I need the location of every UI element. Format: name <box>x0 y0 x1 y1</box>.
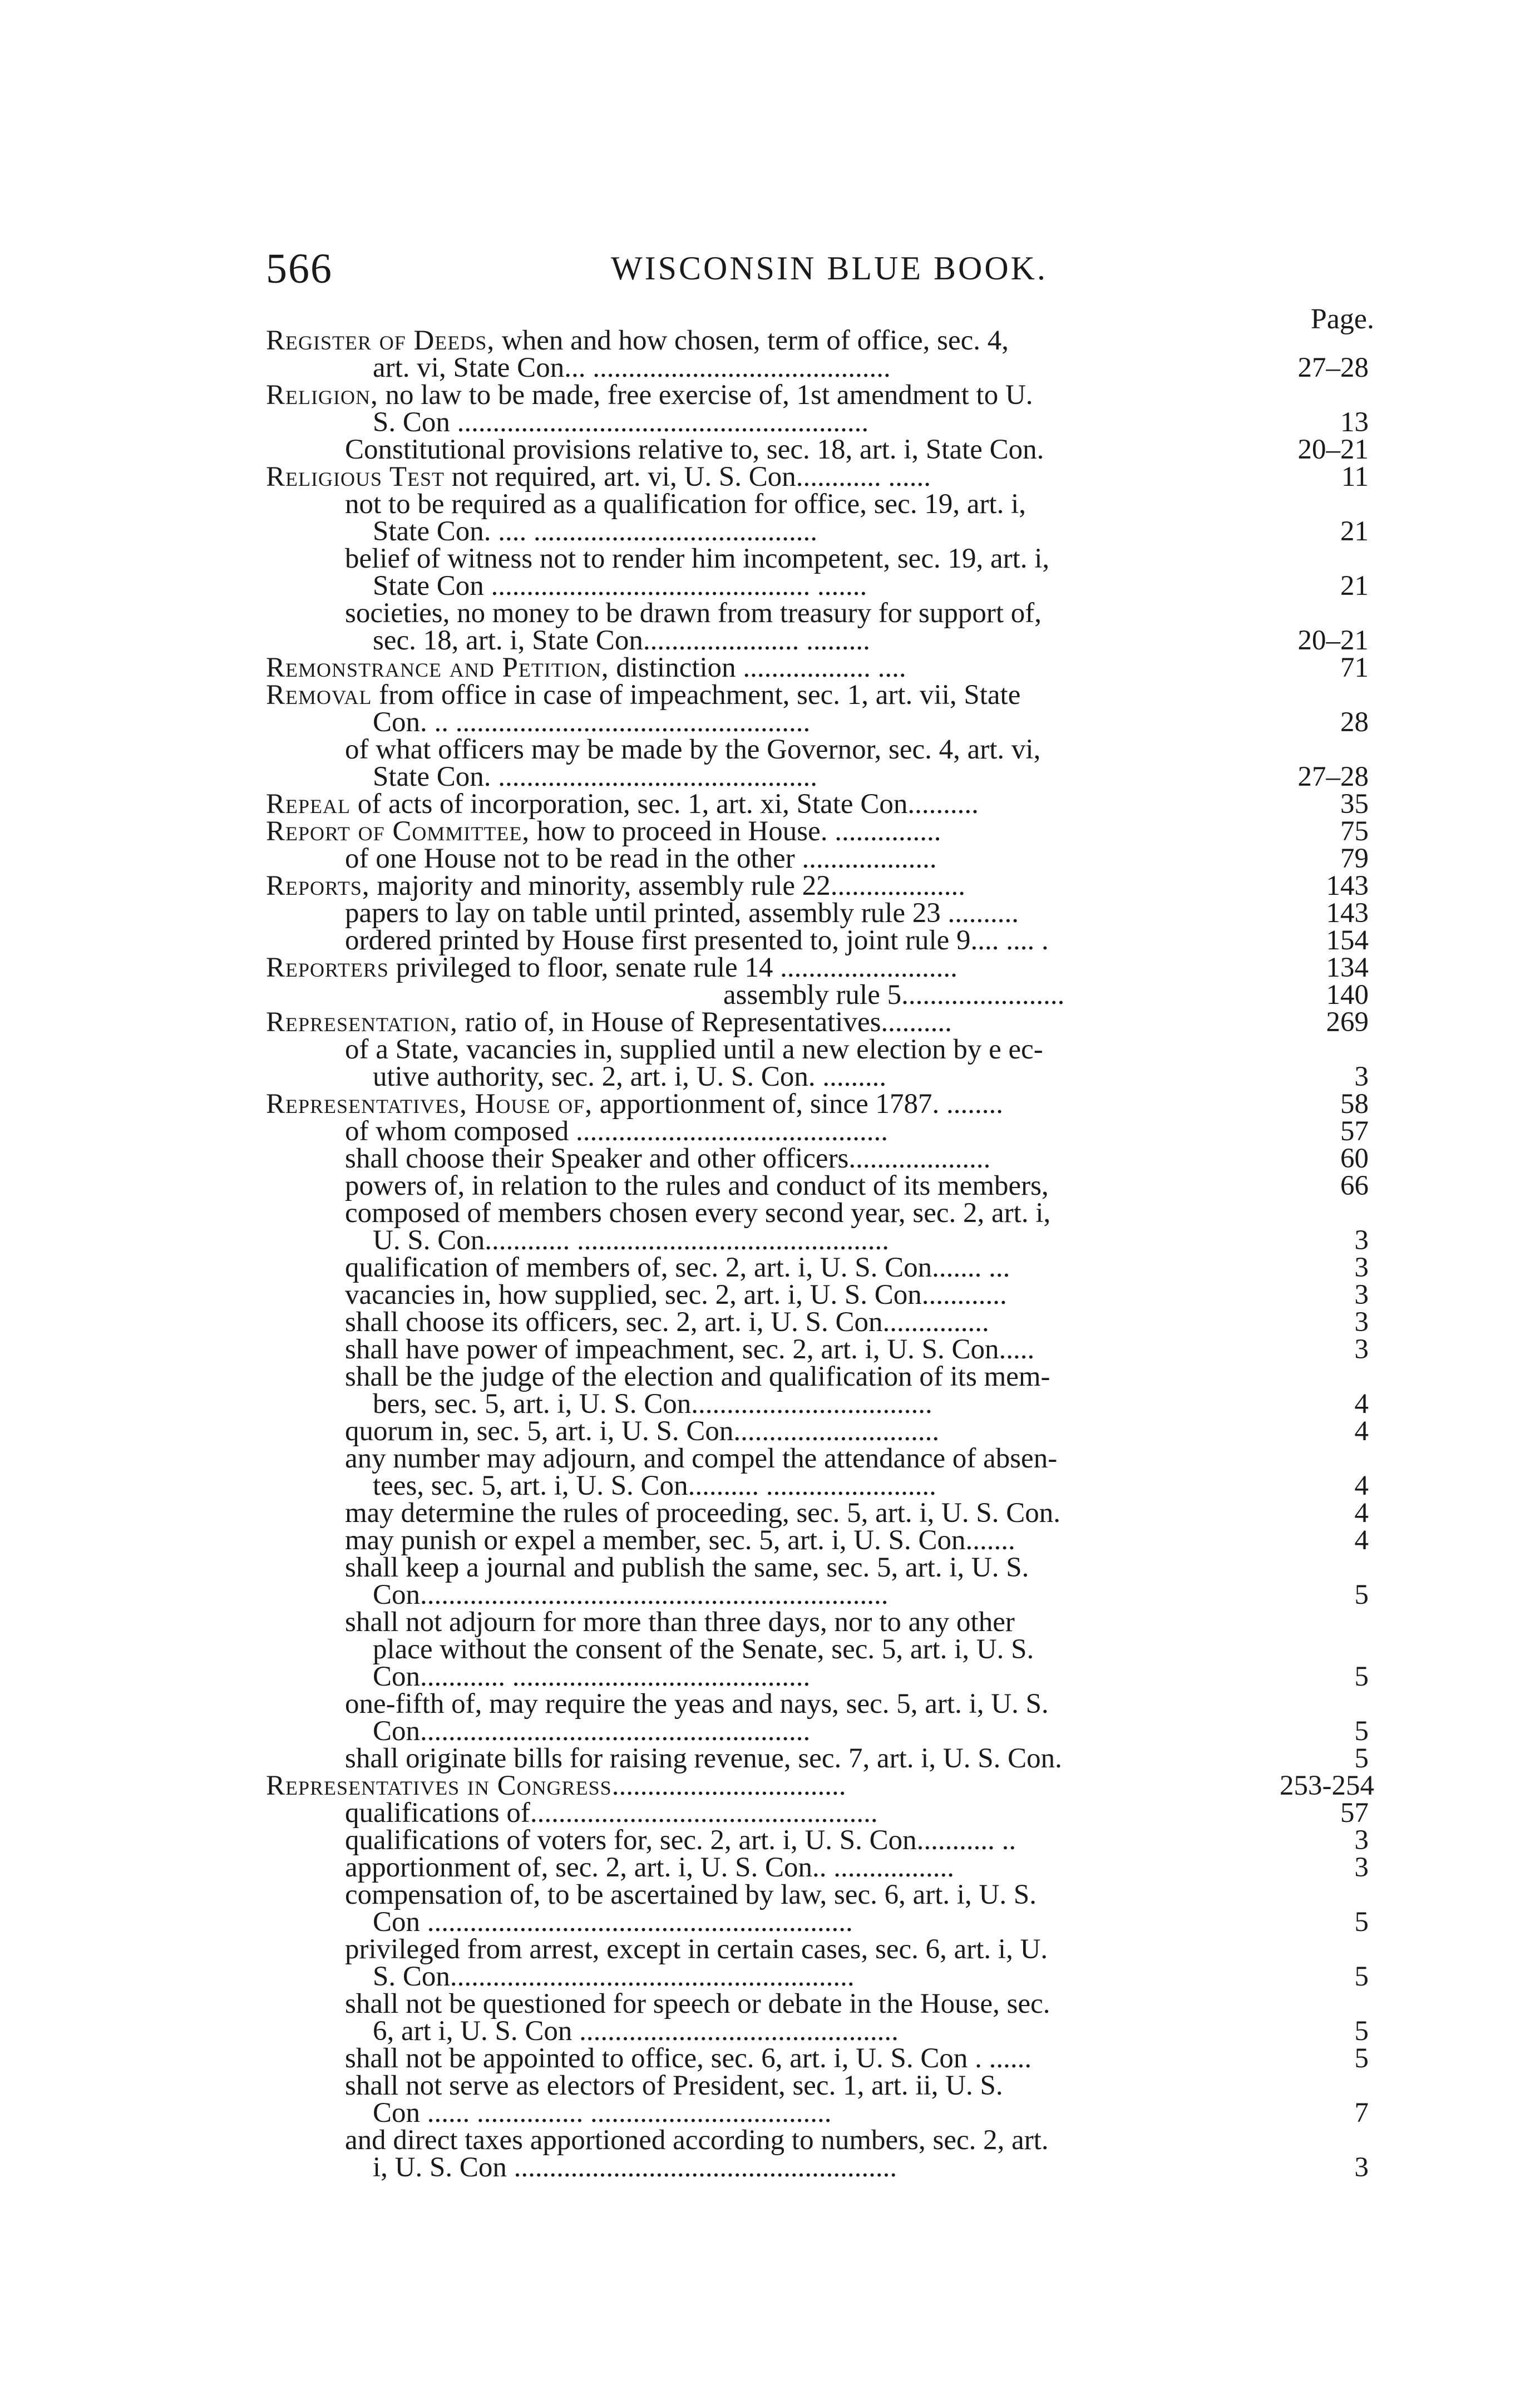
index-entry-text: any number may adjourn, and compel the attendance of absen- <box>345 1443 1058 1474</box>
index-entries <box>0 327 1540 2181</box>
index-entry-text: ratio of, in House of Representatives.......... <box>457 1007 952 1038</box>
index-line-text <box>373 1636 1034 1663</box>
index-entry-text: qualifications of................................................. <box>345 1797 878 1829</box>
index-entry-text: of what officers may be made by the Governor, sec. 4, art. vi, <box>345 734 1041 765</box>
index-entry-text: may determine the rules of proceeding, sec. 5, art. i, U. S. Con. <box>345 1497 1060 1529</box>
page-reference: 3 <box>1354 1252 1369 1283</box>
index-line <box>0 1881 1540 1909</box>
index-entry-text: shall not be questioned for speech or debate in the House, sec. <box>345 1988 1050 2019</box>
index-line <box>0 1227 1540 1254</box>
index-entry-text: shall not adjourn for more than three days, nor to any other <box>345 1607 1015 1638</box>
index-line <box>0 1088 1540 1120</box>
index-heading: Report of Committee, <box>266 816 530 847</box>
index-line <box>0 709 1540 736</box>
index-line-text <box>373 2097 832 2129</box>
index-line-text <box>345 1118 888 1145</box>
index-entry-text: Con. .. .................................................. <box>373 707 811 738</box>
index-entry-text: of one House not to be read in the other ................... <box>345 843 937 874</box>
index-line-text <box>345 1827 1016 1854</box>
index-line <box>0 627 1540 654</box>
page-reference: 71 <box>1340 652 1369 683</box>
index-line <box>0 1336 1540 1363</box>
index-line-text <box>266 1772 846 1800</box>
index-entry-text: belief of witness not to render him incompetent, sec. 19, art. i, <box>345 543 1050 574</box>
index-line-text <box>266 1009 952 1036</box>
index-entry-text: privileged from arrest, except in certain cases, sec. 6, art. i, U. <box>345 1934 1048 1965</box>
index-entry-text: art. vi, State Con... .......................................... <box>373 352 891 383</box>
book-title: WISCONSIN BLUE BOOK. <box>611 250 1048 287</box>
index-line <box>0 845 1540 873</box>
page-reference: 4 <box>1354 1416 1369 1447</box>
index-entry-text: bers, sec. 5, art. i, U. S. Con.................................. <box>373 1388 932 1420</box>
index-line-text <box>345 1036 1043 1063</box>
index-line <box>0 2127 1540 2154</box>
index-entry-text: composed of members chosen every second year, sec. 2, art. i, <box>345 1198 1051 1229</box>
page-number: 566 <box>266 245 333 292</box>
index-heading: Religion, <box>266 380 378 411</box>
index-entry-text: U. S. Con............ ............................................ <box>373 1225 889 1256</box>
index-line <box>0 679 1540 711</box>
index-entry-text: qualification of members of, sec. 2, art. i, U. S. Con....... ... <box>345 1252 1010 1283</box>
index-line-text <box>266 654 906 682</box>
index-entry-text: of whom composed ............................................ <box>345 1116 889 1147</box>
page-reference: 3 <box>1354 1825 1369 1856</box>
index-line <box>0 1609 1540 1636</box>
page-reference: 253-254 <box>1280 1770 1374 1801</box>
page-reference: 21 <box>1340 570 1369 602</box>
index-line-text <box>345 1363 1050 1391</box>
index-line <box>0 1963 1540 1991</box>
index-line-text <box>723 979 1065 1011</box>
page-reference: 5 <box>1354 2016 1369 2047</box>
index-line <box>0 1827 1540 1854</box>
index-line-text <box>345 1336 1034 1363</box>
index-entry-text: distinction .................. .... <box>609 652 906 683</box>
index-entry-text: S. Con .......................................................... <box>373 407 869 438</box>
index-line-text <box>373 1579 889 1610</box>
index-line-text <box>373 1063 886 1091</box>
page-reference: 140 <box>1326 979 1369 1011</box>
index-entry-text: 6, art i, U. S. Con ............................................. <box>373 2016 899 2047</box>
page-reference: 134 <box>1326 952 1369 983</box>
index-line <box>0 1445 1540 1472</box>
page-reference: 21 <box>1340 516 1369 547</box>
page-reference: 79 <box>1340 843 1369 874</box>
index-line-text <box>345 1418 939 1445</box>
index-line-text <box>266 1088 1003 1120</box>
index-line-text <box>266 327 1009 354</box>
index-line <box>0 354 1540 382</box>
index-line-text <box>373 2018 899 2045</box>
page-reference: 4 <box>1354 1497 1369 1529</box>
index-line-text <box>345 491 1026 518</box>
index-line-text <box>373 570 867 602</box>
index-line <box>0 409 1540 436</box>
page-reference: 7 <box>1354 2097 1369 2129</box>
index-line <box>0 1718 1540 1745</box>
index-entry-text: Con ...... ............... .................................. <box>373 2097 832 2129</box>
index-entry-text: may punish or expel a member, sec. 5, art. i, U. S. Con....... <box>345 1525 1015 1556</box>
index-line-text <box>373 1909 853 1936</box>
page-reference: 60 <box>1340 1143 1369 1174</box>
index-line-text <box>345 900 1019 927</box>
index-line <box>0 2072 1540 2100</box>
index-heading: Removal <box>266 679 372 711</box>
index-line-text <box>373 1718 810 1745</box>
index-line-text <box>345 1609 1015 1636</box>
index-line-text <box>345 1279 1007 1311</box>
page-reference: 5 <box>1354 1743 1369 1774</box>
index-entry-text: Con ............................................................ <box>373 1907 853 1938</box>
index-entry-text: compensation of, to be ascertained by law, sec. 6, art. i, U. S. <box>345 1879 1037 1910</box>
index-line <box>0 1688 1540 1720</box>
page-reference: 3 <box>1354 1279 1369 1311</box>
index-entry-text: ordered printed by House first presented to, joint rule 9.... .... . <box>345 925 1049 956</box>
index-entry-text: ................................. <box>611 1770 846 1801</box>
index-line-text <box>345 2072 1003 2100</box>
page-reference: 27–28 <box>1297 352 1369 383</box>
index-entry-text: of acts of incorporation, sec. 1, art. xi, State Con.......... <box>351 789 979 820</box>
index-line-text <box>345 1309 989 1336</box>
index-line <box>0 1527 1540 1554</box>
index-line <box>0 954 1540 982</box>
index-line <box>0 1579 1540 1610</box>
index-line <box>0 1472 1540 1500</box>
index-line <box>0 870 1540 902</box>
index-line-text <box>373 354 891 382</box>
page-reference: 3 <box>1354 1852 1369 1883</box>
index-line-text <box>373 1388 932 1420</box>
page-reference: 58 <box>1340 1088 1369 1120</box>
index-line-text <box>345 1988 1050 2019</box>
index-line-text <box>373 763 817 791</box>
index-line <box>0 1009 1540 1036</box>
index-line <box>0 2045 1540 2072</box>
index-line-text <box>345 845 937 873</box>
index-line-text <box>345 1688 1049 1720</box>
page-reference: 57 <box>1340 1116 1369 1147</box>
index-line <box>0 1279 1540 1311</box>
index-line <box>0 1145 1540 1173</box>
index-heading: Religious Test <box>266 461 445 492</box>
page-reference: 5 <box>1354 1661 1369 1692</box>
index-entry-text: of a State, vacancies in, supplied until a new election by e ec- <box>345 1034 1043 1065</box>
index-line <box>0 1797 1540 1829</box>
index-heading: Representatives, House of, <box>266 1088 593 1120</box>
index-entry-text: Con.................................................................. <box>373 1579 889 1610</box>
index-entry-text: utive authority, sec. 2, art. i, U. S. Con. ......... <box>373 1061 887 1092</box>
index-entry-text: no law to be made, free exercise of, 1st amendment to U. <box>378 380 1033 411</box>
index-line <box>0 979 1540 1011</box>
index-line-text <box>266 870 966 902</box>
index-entry-text: Con............ .......................................... <box>373 1661 811 1692</box>
index-line <box>0 1854 1540 1881</box>
index-line-text <box>345 1527 1015 1554</box>
index-line <box>0 1170 1540 1201</box>
index-line <box>0 1772 1540 1800</box>
index-line-text <box>345 1936 1048 1963</box>
index-entry-text: assembly rule 5....................... <box>723 979 1065 1011</box>
index-entry-text: majority and minority, assembly rule 22................... <box>369 870 966 902</box>
index-line-text <box>345 1170 1049 1201</box>
index-line <box>0 927 1540 954</box>
index-line-text <box>373 2154 897 2181</box>
index-line <box>0 570 1540 602</box>
page-reference: 3 <box>1354 1061 1369 1092</box>
index-line-text <box>373 709 810 736</box>
index-line-text <box>373 1227 889 1254</box>
index-line-text <box>266 791 979 818</box>
index-entry-text: tees, sec. 5, art. i, U. S. Con.......... ........................ <box>373 1470 936 1501</box>
index-entry-text: not required, art. vi, U. S. Con............ ...... <box>444 461 931 492</box>
index-line <box>0 1254 1540 1282</box>
index-line-text <box>345 600 1042 627</box>
index-line-text <box>373 627 870 654</box>
index-line-text <box>345 545 1049 573</box>
index-line-text <box>373 518 817 545</box>
index-line <box>0 1388 1540 1420</box>
index-line <box>0 1118 1540 1145</box>
index-heading: Representation, <box>266 1007 458 1038</box>
index-entry-text: shall not serve as electors of President, sec. 1, art. ii, U. S. <box>345 2070 1003 2101</box>
index-heading: Repeal <box>266 789 351 820</box>
page-reference: 154 <box>1326 925 1369 956</box>
page-reference: 57 <box>1340 1797 1369 1829</box>
index-entry-text: State Con. ............................................. <box>373 761 817 792</box>
page-reference: 5 <box>1354 1716 1369 1747</box>
index-entry-text: societies, no money to be drawn from treasury for support of, <box>345 598 1042 629</box>
page-reference: 5 <box>1354 1961 1369 1992</box>
index-line <box>0 518 1540 545</box>
index-line <box>0 1309 1540 1336</box>
index-line-text <box>266 818 941 845</box>
index-line <box>0 791 1540 818</box>
index-line <box>0 1936 1540 1963</box>
page-reference: 27–28 <box>1297 761 1369 792</box>
index-entry-text: shall have power of impeachment, sec. 2, art. i, U. S. Con..... <box>345 1334 1035 1365</box>
index-line <box>0 491 1540 518</box>
index-entry-text: qualifications of voters for, sec. 2, art. i, U. S. Con........... .. <box>345 1825 1016 1856</box>
page-column-label: Page. <box>1310 303 1374 335</box>
page-reference: 269 <box>1326 1007 1369 1038</box>
index-line <box>0 900 1540 927</box>
index-line-text <box>345 2045 1031 2072</box>
index-entry-text: sec. 18, art. i, State Con...................... ......... <box>373 625 870 656</box>
index-line-text <box>345 1797 878 1829</box>
index-entry-text: apportionment of, since 1787. ........ <box>593 1088 1003 1120</box>
index-line-text <box>266 679 1021 711</box>
index-entry-text: shall be the judge of the election and qualification of its mem- <box>345 1361 1050 1392</box>
index-entry-text: not to be required as a qualification for office, sec. 19, art. i, <box>345 489 1026 520</box>
index-entry-text: vacancies in, how supplied, sec. 2, art. i, U. S. Con............ <box>345 1279 1007 1311</box>
index-line <box>0 1745 1540 1772</box>
index-entry-text: when and how chosen, term of office, sec. 4, <box>495 325 1009 356</box>
index-entry-text: quorum in, sec. 5, art. i, U. S. Con............................. <box>345 1416 940 1447</box>
index-line-text <box>345 736 1040 763</box>
index-entry-text: shall not be appointed to office, sec. 6, art. i, U. S. Con . ...... <box>345 2043 1032 2074</box>
running-header <box>266 245 1379 292</box>
index-line <box>0 736 1540 763</box>
index-line <box>0 1200 1540 1227</box>
index-line <box>0 436 1540 464</box>
index-line-text <box>345 2127 1049 2154</box>
index-entry-text: Con....................................................... <box>373 1716 811 1747</box>
index-entry-text: place without the consent of the Senate, sec. 5, art. i, U. S. <box>373 1634 1034 1665</box>
page-reference: 66 <box>1340 1170 1369 1201</box>
page-reference: 75 <box>1340 816 1369 847</box>
page-reference: 4 <box>1354 1470 1369 1501</box>
page-reference: 3 <box>1354 1225 1369 1256</box>
index-entry-text: from office in case of impeachment, sec. 1, art. vii, State <box>372 679 1021 711</box>
index-line <box>0 1363 1540 1391</box>
page-reference: 13 <box>1340 407 1369 438</box>
index-line <box>0 2018 1540 2045</box>
index-heading: Reports, <box>266 870 370 902</box>
page-reference: 3 <box>1354 1307 1369 1338</box>
index-line <box>0 327 1540 354</box>
index-line <box>0 818 1540 845</box>
index-line-text <box>345 1881 1036 1909</box>
index-line <box>0 1909 1540 1936</box>
index-line <box>0 600 1540 627</box>
index-line-text <box>345 1745 1062 1772</box>
index-line <box>0 1063 1540 1091</box>
index-line-text <box>345 436 1044 464</box>
index-entry-text: apportionment of, sec. 2, art. i, U. S. Con.. ................. <box>345 1852 954 1883</box>
page-reference: 11 <box>1341 461 1369 492</box>
index-line-text <box>345 927 1049 954</box>
index-line <box>0 545 1540 573</box>
index-heading: Register of Deeds, <box>266 325 495 356</box>
index-line-text <box>373 1963 855 1991</box>
index-line <box>0 2097 1540 2129</box>
page-reference: 20–21 <box>1297 625 1369 656</box>
index-entry-text: shall keep a journal and publish the same, sec. 5, art. i, U. S. <box>345 1552 1029 1583</box>
index-entry-text: i, U. S. Con ...................................................... <box>373 2152 897 2183</box>
index-entry-text: shall originate bills for raising revenue, sec. 7, art. i, U. S. Con. <box>345 1743 1062 1774</box>
index-line-text <box>345 1854 954 1881</box>
index-entry-text: how to proceed in House. ............... <box>530 816 941 847</box>
index-line-text <box>266 382 1033 409</box>
index-entry-text: Constitutional provisions relative to, sec. 18, art. i, State Con. <box>345 434 1044 465</box>
index-line-text <box>266 954 957 982</box>
index-line <box>0 1663 1540 1691</box>
index-entry-text: State Con ............................................. ....... <box>373 570 867 602</box>
page-reference: 143 <box>1326 870 1369 902</box>
page-reference: 20–21 <box>1297 434 1369 465</box>
index-entry-text: State Con. .... ........................................ <box>373 516 817 547</box>
index-line <box>0 1418 1540 1445</box>
index-line-text <box>345 1200 1050 1227</box>
page-reference: 3 <box>1354 2152 1369 2183</box>
index-entry-text: papers to lay on table until printed, assembly rule 23 .......... <box>345 898 1019 929</box>
page-reference: 28 <box>1340 707 1369 738</box>
index-line <box>0 1497 1540 1529</box>
index-heading: Representatives in Congress <box>266 1770 612 1801</box>
index-line <box>0 1554 1540 1582</box>
page-reference: 5 <box>1354 2043 1369 2074</box>
index-entry-text: shall choose its officers, sec. 2, art. i, U. S. Con............... <box>345 1307 989 1338</box>
page-reference: 143 <box>1326 898 1369 929</box>
index-line-text <box>345 1254 1010 1282</box>
index-line <box>0 1036 1540 1063</box>
index-line <box>0 763 1540 791</box>
page-reference: 3 <box>1354 1334 1369 1365</box>
index-heading: Reporters <box>266 952 389 983</box>
page-reference: 4 <box>1354 1525 1369 1556</box>
index-line-text <box>345 1497 1060 1529</box>
index-entry-text: powers of, in relation to the rules and conduct of its members, <box>345 1170 1049 1201</box>
index-entry-text: privileged to floor, senate rule 14 ......................... <box>388 952 957 983</box>
index-line-text <box>266 461 931 492</box>
index-line <box>0 1988 1540 2019</box>
index-line-text <box>373 1663 810 1691</box>
index-line <box>0 461 1540 492</box>
page-reference: 5 <box>1354 1907 1369 1938</box>
index-entry-text: and direct taxes apportioned according to numbers, sec. 2, art. <box>345 2125 1049 2156</box>
index-line <box>0 2154 1540 2181</box>
index-entry-text: S. Con......................................................... <box>373 1961 855 1992</box>
index-line-text <box>373 409 868 436</box>
index-heading: Remonstrance and Petition, <box>266 652 609 683</box>
index-line-text <box>373 1472 936 1500</box>
page-reference: 5 <box>1354 1579 1369 1610</box>
index-entry-text: one-fifth of, may require the yeas and nays, sec. 5, art. i, U. S. <box>345 1688 1049 1720</box>
page-reference: 4 <box>1354 1388 1369 1420</box>
index-line <box>0 1636 1540 1663</box>
index-line <box>0 654 1540 682</box>
index-line-text <box>345 1445 1057 1472</box>
index-entry-text: shall choose their Speaker and other officers.................... <box>345 1143 991 1174</box>
index-line <box>0 382 1540 409</box>
index-line-text <box>345 1554 1029 1582</box>
index-line-text <box>345 1145 990 1173</box>
page-reference: 35 <box>1340 789 1369 820</box>
